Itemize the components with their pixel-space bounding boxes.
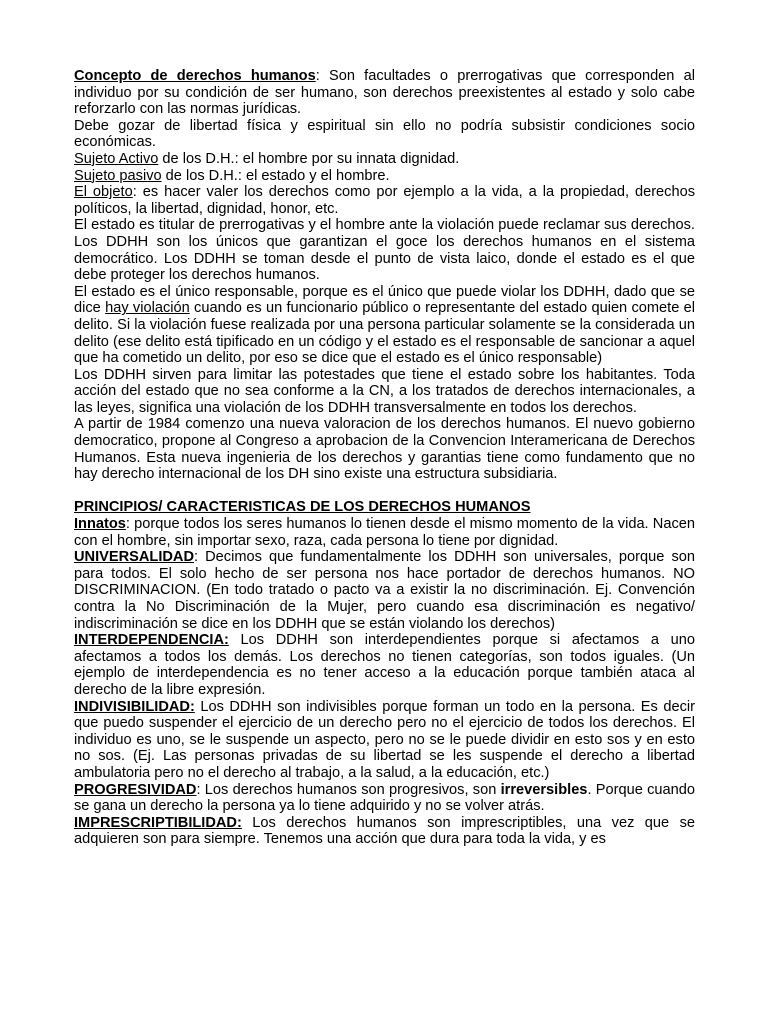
paragraph-innatos — [74, 516, 695, 549]
paragraph-responsable — [74, 284, 695, 367]
paragraph-progresividad — [74, 782, 695, 815]
term-progresividad: PROGRESIVIDAD — [74, 781, 197, 798]
document-body — [74, 68, 695, 848]
paragraph-objeto — [74, 184, 695, 217]
text-responsable-a: El estado es el único responsable, porque es el único que puede violar los DDHH, dado que se dice — [74, 283, 695, 317]
text-universalidad: : Decimos que fundamentalmente los DDHH son universales, porque son para todos. El solo hecho de ser persona nos hace portador de derechos humanos. NO DISCRIMINACION. (En todo tratado o pacto va a existir la no discriminación. Ej. Convención contra la No Discriminación de la Mujer, pero cuando esa discriminación es negativo/ indiscriminación se dice en los DDHH que se están violando los derechos) — [74, 549, 695, 632]
term-concepto: Concepto de derechos humanos — [74, 68, 316, 84]
term-interdependencia: INTERDEPENDENCIA: — [74, 632, 229, 649]
section-heading-principios: PRINCIPIOS/ CARACTERISTICAS DE LOS DERECHOS HUMANOS — [74, 499, 531, 516]
paragraph-historia: A partir de 1984 comenzo una nueva valoracion de los derechos humanos. El nuevo gobierno democratico, propone al Congreso a aprobacion de la Convencion Interamericana de Derechos Humanos. Esta nueva ingenieria de los derechos y garantias tiene como fundamento que no hay derecho internacional de los DH sino existe una estructura subsidiaria. — [74, 416, 695, 483]
paragraph-interdependencia — [74, 632, 695, 698]
term-irreversibles: irreversibles — [500, 781, 588, 798]
term-sujeto-activo: Sujeto Activo — [74, 150, 159, 167]
term-sujeto-pasivo: Sujeto pasivo — [74, 167, 162, 184]
term-objeto: El objeto — [74, 184, 133, 201]
paragraph-sujeto-pasivo — [74, 168, 695, 185]
text-objeto: : es hacer valer los derechos como por ejemplo a la vida, a la propiedad, derechos políticos, la libertad, dignidad, honor, etc. — [74, 184, 695, 217]
paragraph-concepto — [74, 68, 695, 118]
paragraph-imprescriptibilidad — [74, 815, 695, 848]
text-sujeto-activo: de los D.H.: el hombre por su innata dignidad. — [158, 150, 460, 167]
text-imprescriptibilidad: Los derechos humanos son imprescriptibles, una vez que se adquieren son para siempre. Tenemos una acción que dura para toda la vida, y es — [74, 814, 695, 848]
paragraph-universalidad — [74, 549, 695, 632]
paragraph-limitar: Los DDHH sirven para limitar las potestades que tiene el estado sobre los habitantes. Toda acción del estado que no sea conforme a la CN, a los tratados de derechos internacionales, a las leyes, significa una violación de los DDHH transversalmente en todos los derechos. — [74, 366, 695, 416]
text-progresividad-b: . Porque cuando se gana un derecho la persona ya lo tiene adquirido y no se volver atrás. — [74, 781, 695, 815]
text-indivisibilidad: Los DDHH son indivisibles porque forman un todo en la persona. Es decir que puedo suspender el ejercicio de un derecho pero no el ejercicio de todos los derechos. El individuo es uno, se le suspende un aspecto, pero no se le puede dividir en esto sos y en esto no sos. (Ej. Las personas privadas de su libertad se les suspende el derecho a libertad ambulatoria pero no el derecho al trabajo, a la salud, a la educación, etc.) — [74, 698, 695, 781]
paragraph-titular: El estado es titular de prerrogativas y el hombre ante la violación puede reclamar sus derechos. Los DDHH son los únicos que garantizan el goce los derechos humanos en el sistema democrático. Los DDHH se toman desde el punto de vista laico, donde el estado es el que debe proteger los derechos humanos. — [74, 217, 695, 284]
term-hay-violacion: hay violación — [105, 300, 190, 317]
paragraph-sujeto-activo — [74, 151, 695, 168]
term-imprescriptibilidad: IMPRESCRIPTIBILIDAD: — [74, 814, 242, 831]
text-innatos: : porque todos los seres humanos lo tienen desde el mismo momento de la vida. Nacen con el hombre, sin importar sexo, raza, cada persona lo tiene por dignidad. — [74, 516, 695, 549]
paragraph-libertad: Debe gozar de libertad física y espiritual sin ello no podría subsistir condiciones socio económicas. — [74, 117, 695, 151]
text-responsable-b: cuando es un funcionario público o representante del estado quien comete el delito. Si la violación fuese realizada por una persona particular solamente se la considerada un delito (ese delito está tipificado en un código y el estado es el responsable de sancionar a aquel que ha cometido un delito, por eso se dice que el estado es el único responsable) — [74, 300, 696, 367]
paragraph-indivisibilidad — [74, 699, 695, 782]
text-sujeto-pasivo: de los D.H.: el estado y el hombre. — [161, 167, 390, 184]
text-progresividad-a: : Los derechos humanos son progresivos, son — [196, 781, 501, 798]
term-innatos: Innatos — [74, 516, 126, 533]
text-interdependencia: Los DDHH son interdependientes porque si afectamos a uno afectamos a todos los demás. Los derechos no tienen categorías, son todos iguales. (Un ejemplo de interdependencia es no tener acceso a la educación porque también ataca al derecho de la libre expresión. — [74, 632, 695, 698]
term-universalidad: UNIVERSALIDAD — [74, 549, 194, 566]
text-concepto: : Son facultades o prerrogativas que corresponden al individuo por su condición de ser humano, son derechos preexistentes al estado y solo cabe reforzarlo con las normas jurídicas. — [74, 68, 695, 118]
term-indivisibilidad: INDIVISIBILIDAD: — [74, 698, 195, 715]
